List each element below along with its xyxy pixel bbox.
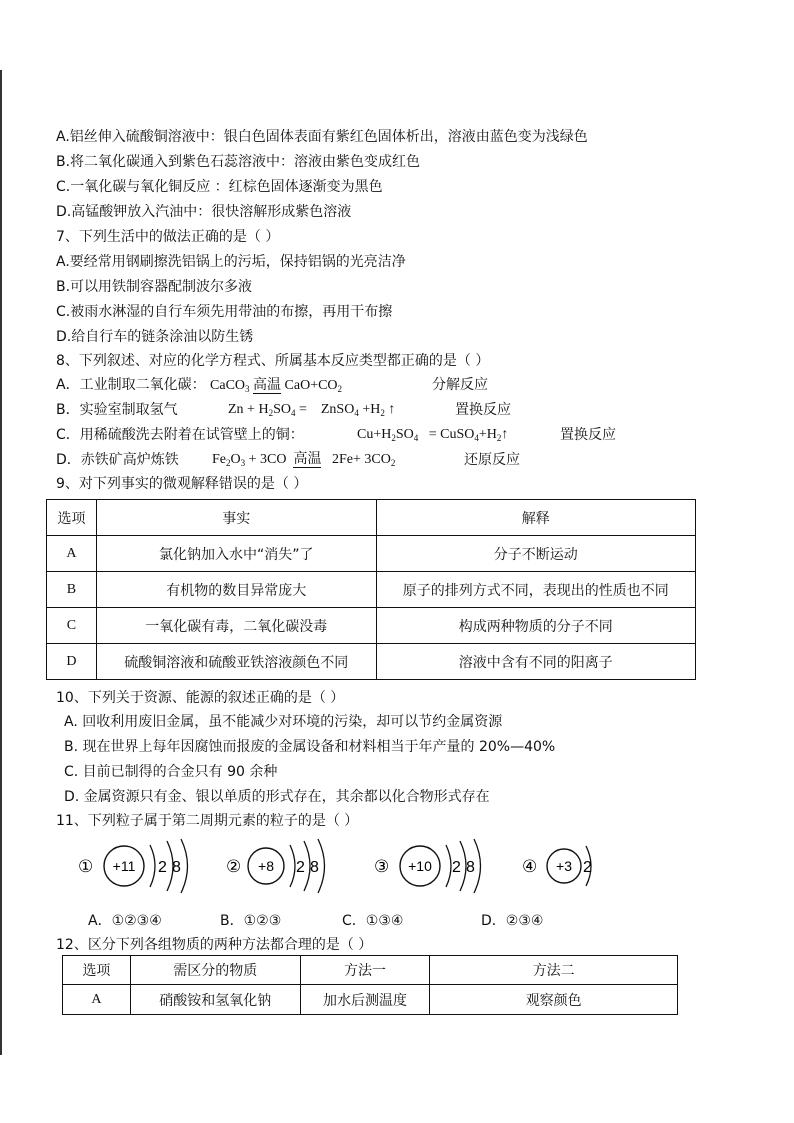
q8-d-condition: 高温 [293,452,322,467]
q8-b-label: B．实验室制取氢气 [56,402,178,418]
q6-option-b: B.将二氧化碳通入到紫色石蕊溶液中：溶液由紫色变成红色 [56,154,421,170]
q11-stem: 11、下列粒子属于第二周期元素的粒子的是（ ） [56,813,359,829]
q11-choice-a: A．①②③④ [88,913,162,929]
q11-choice-c: C．①③④ [342,913,404,929]
q12-header-method-2: 方法二 [430,956,678,985]
atom-3-shell-arc [446,845,451,887]
q9-header-row [47,500,696,536]
q12-cell-option: A [63,985,131,1015]
table-row [47,536,696,572]
q9-cell-fact: 硫酸铜溶液和硫酸亚铁溶液颜色不同 [96,644,376,680]
q8-option-c [56,426,304,444]
table-row [47,644,696,680]
atom-4-number: ④ [522,857,538,876]
atom-3-number: ③ [374,857,390,876]
table-row [47,608,696,644]
q12-stem: 12、区分下列各组物质的两种方法都合理的是（ ） [56,937,373,953]
q8-a-equation: CaCO$_3$ 高温 $CaO+CO_2$ [210,378,343,394]
q10-option-b: B. 现在世界上每年因腐蚀而报废的金属设备和材料相当于年产量的 20%—40% [64,739,556,755]
q11-choice-d: D．②③④ [481,913,544,929]
q6-option-c: C.一氧化碳与氧化铜反应 ：红棕色固体逐渐变为黑色 [56,179,383,195]
q9-cell-option: C [47,608,97,644]
q11-choice-b: B．①②③ [220,913,282,929]
q8-c-equation: $Cu+H_2SO_4$ = $CuSO_4+H_2↑$ [357,427,509,443]
q10-option-a: A. 回收利用废旧金属，虽不能减少对环境的污染，却可以节约金属资源 [64,714,503,730]
q9-cell-explanation: 分子不断运动 [376,536,696,572]
q8-b-type: 置换反应 [455,402,511,418]
q8-c-label: C．用稀硫酸洗去附着在试管壁上的铜： [56,427,304,443]
atom-3-shell-1: 2 [452,859,461,876]
q8-option-d [56,451,179,469]
table-row [47,572,696,608]
q8-b-equation: $Zn + H_2SO_4$ = ZnSO$_4$ $+H_2$ ↑ [228,402,396,418]
atom-2-nucleus: +8 [258,858,274,874]
atom-2-number: ② [226,857,242,876]
q8-d-equation: $Fe_2O_3 + 3CO$ 高温 $2Fe+ 3CO_2$ [212,452,396,468]
q9-stem: 9、对下列事实的微观解释错误的是（ ） [56,476,308,492]
atom-3-nucleus: +10 [408,858,432,874]
q10-option-d: D. 金属资源只有金、银以单质的形式存在，其余都以化合物形式存在 [64,789,490,805]
atom-2-shell-2: 8 [310,859,319,876]
q8-d-label: D．赤铁矿高炉炼铁 [56,452,179,468]
q12-cell-substances: 硝酸铵和氢氧化钠 [130,985,300,1015]
page-left-edge [0,70,2,1055]
q8-a-type: 分解反应 [432,377,488,393]
atom-1-shell-2: 8 [172,859,181,876]
q9-cell-fact: 一氧化碳有毒，二氧化碳没毒 [96,608,376,644]
q7-option-a: A.要经常用钢刷擦洗铝锅上的污垢，保持铝锅的光亮洁净 [56,254,406,270]
atom-2-shell-arc [290,845,295,887]
atom-4-shell-1: 2 [583,859,592,876]
q7-stem: 7、下列生活中的做法正确的是（ ） [56,229,280,245]
q12-header-substances: 需区分的物质 [130,956,300,985]
q9-cell-option: B [47,572,97,608]
q8-c-type: 置换反应 [560,427,616,443]
atom-1-number: ① [78,857,94,876]
q9-header-option: 选项 [47,500,97,536]
q12-header-method-1: 方法一 [300,956,430,985]
q8-d-type: 还原反应 [464,452,520,468]
q9-cell-fact: 有机物的数目异常庞大 [96,572,376,608]
table-row [63,985,678,1015]
q9-header-explanation: 解释 [376,500,696,536]
atom-1-shell-arc [150,845,155,887]
q6-option-a: A.铝丝伸入硫酸铜溶液中：银白色固体表面有紫红色固体析出，溶液由蓝色变为浅绿色 [56,129,588,145]
atom-structure-3 [372,830,502,904]
q8-a-condition: 高温 [253,378,282,393]
atom-1-nucleus: +11 [112,858,136,874]
atom-2-shell-1: 2 [296,859,305,876]
q12-table [62,955,678,1015]
q12-cell-method-2: 观察颜色 [430,985,678,1015]
q12-cell-method-1: 加水后测温度 [300,985,430,1015]
q8-option-b [56,401,178,419]
atom-1-shell-arc [181,839,188,893]
atom-structure-1 [74,830,204,904]
q10-stem: 10、下列关于资源、能源的叙述正确的是（ ） [56,690,345,706]
atom-structure-2 [224,830,354,904]
q10-option-c: C. 目前已制得的合金只有 90 余种 [64,764,278,780]
atom-3-shell-arc [474,839,481,893]
q9-cell-option: D [47,644,97,680]
q8-a-label: A．工业制取二氧化碳： [56,377,206,393]
q8-option-a [56,376,342,398]
atom-4-nucleus: +3 [556,858,572,874]
q9-cell-explanation: 原子的排列方式不同，表现出的性质也不同 [376,572,696,608]
q9-cell-explanation: 溶液中含有不同的阳离子 [376,644,696,680]
atom-3-shell-2: 8 [466,859,475,876]
atom-1-shell-1: 2 [158,859,167,876]
q6-option-d: D.高锰酸钾放入汽油中：很快溶解形成紫色溶液 [56,204,352,220]
q12-header-row [63,956,678,985]
q7-option-d: D.给自行车的链条涂油以防生锈 [56,329,254,345]
q9-cell-option: A [47,536,97,572]
q8-stem: 8、下列叙述、对应的化学方程式、所属基本反应类型都正确的是（ ） [56,353,490,369]
q12-header-option: 选项 [63,956,131,985]
atom-2-shell-arc [318,839,325,893]
q9-cell-fact: 氯化钠加入水中“消失”了 [96,536,376,572]
q9-cell-explanation: 构成两种物质的分子不同 [376,608,696,644]
q9-table [46,499,696,680]
atom-structure-4 [520,830,620,904]
q9-header-fact: 事实 [96,500,376,536]
q7-option-c: C.被雨水淋湿的自行车须先用带油的布擦，再用干布擦 [56,304,393,320]
q7-option-b: B.可以用铁制容器配制波尔多液 [56,279,253,295]
